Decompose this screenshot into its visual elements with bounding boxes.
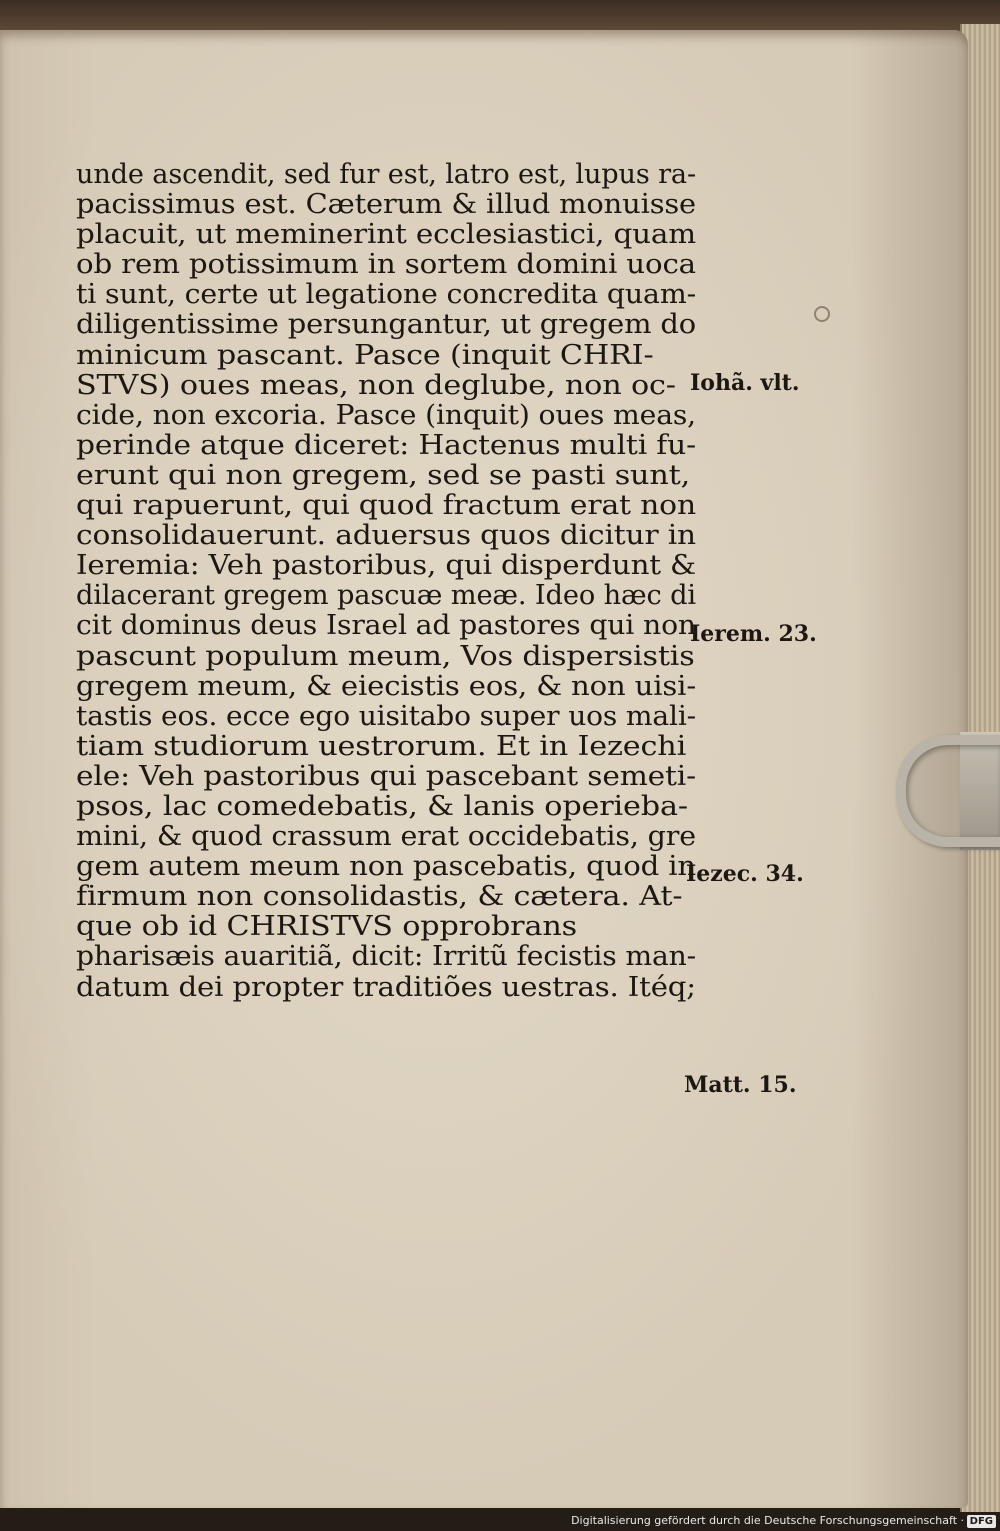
text-line: pascunt populum meum, Vos dispersistis <box>76 640 695 672</box>
metal-clasp <box>896 735 1000 847</box>
digitization-credit: Digitalisierung gefördert durch die Deutsche Forschungsgemeinschaft · <box>571 1514 964 1527</box>
text-line: placuit, ut meminerint ecclesiastici, quam <box>76 219 696 251</box>
text-line: minicum pascant. Pasce (inquit CHRI- <box>76 339 654 371</box>
text-line: pharisæis auaritiã, dicit: Irritũ fecistis man- <box>76 941 697 973</box>
text-line: tiam studiorum uestrorum. Et in Iezechi <box>76 730 687 762</box>
text-line: mini, & quod crassum erat occidebatis, gre <box>76 821 696 853</box>
dfg-logo: DFG <box>967 1515 996 1528</box>
text-line: ob rem potissimum in sortem domini uoca <box>76 249 696 281</box>
text-line: gem autem meum non pascebatis, quod in <box>76 851 696 883</box>
latin-text-block <box>76 160 696 1003</box>
text-line: ti sunt, certe ut legatione concredita quam- <box>76 279 697 311</box>
text-line: STVS) oues meas, non deglube, non oc- <box>76 369 676 401</box>
margin-note-john: Iohã. vlt. <box>690 370 800 396</box>
text-line: gregem meum, & eiecistis eos, & non uisi- <box>76 670 696 702</box>
text-line: ele: Veh pastoribus qui pascebant semeti- <box>76 760 696 792</box>
text-line: consolidauerunt. aduersus quos dicitur in <box>76 520 696 552</box>
text-line: cit dominus deus Israel ad pastores qui non <box>76 610 696 642</box>
paper-stain <box>814 306 830 322</box>
margin-note-matthew: Matt. 15. <box>684 1072 797 1098</box>
text-line: diligentissime persungantur, ut gregem do <box>76 309 697 341</box>
margin-note-jeremiah: Ierem. 23. <box>690 621 817 647</box>
text-line: cide, non excoria. Pasce (inquit) oues meas, <box>76 399 697 431</box>
text-line: dilacerant gregem pascuæ meæ. Ideo hæc di <box>76 580 697 612</box>
text-line: tastis eos. ecce ego uisitabo super uos mali- <box>76 700 697 732</box>
text-line: firmum non consolidastis, & cætera. At- <box>76 881 683 913</box>
text-line: Ieremia: Veh pastoribus, qui disperdunt & <box>76 550 696 582</box>
text-line: pacissimus est. Cæterum & illud monuisse <box>76 189 697 221</box>
text-line: erunt qui non gregem, sed se pasti sunt, <box>76 459 691 491</box>
text-line: psos, lac comedebatis, & lanis operieba- <box>76 790 688 822</box>
text-line: que ob id CHRISTVS opprobrans <box>76 911 577 943</box>
margin-note-ezekiel: Iezec. 34. <box>686 861 804 887</box>
text-line: unde ascendit, sed fur est, latro est, lupus ra- <box>76 159 697 190</box>
text-line: perinde atque diceret: Hactenus multi fu- <box>76 429 696 461</box>
text-line: qui rapuerunt, qui quod fractum erat non <box>76 490 696 522</box>
text-line: datum dei propter traditiões uestras. Itéq; <box>76 971 696 1003</box>
